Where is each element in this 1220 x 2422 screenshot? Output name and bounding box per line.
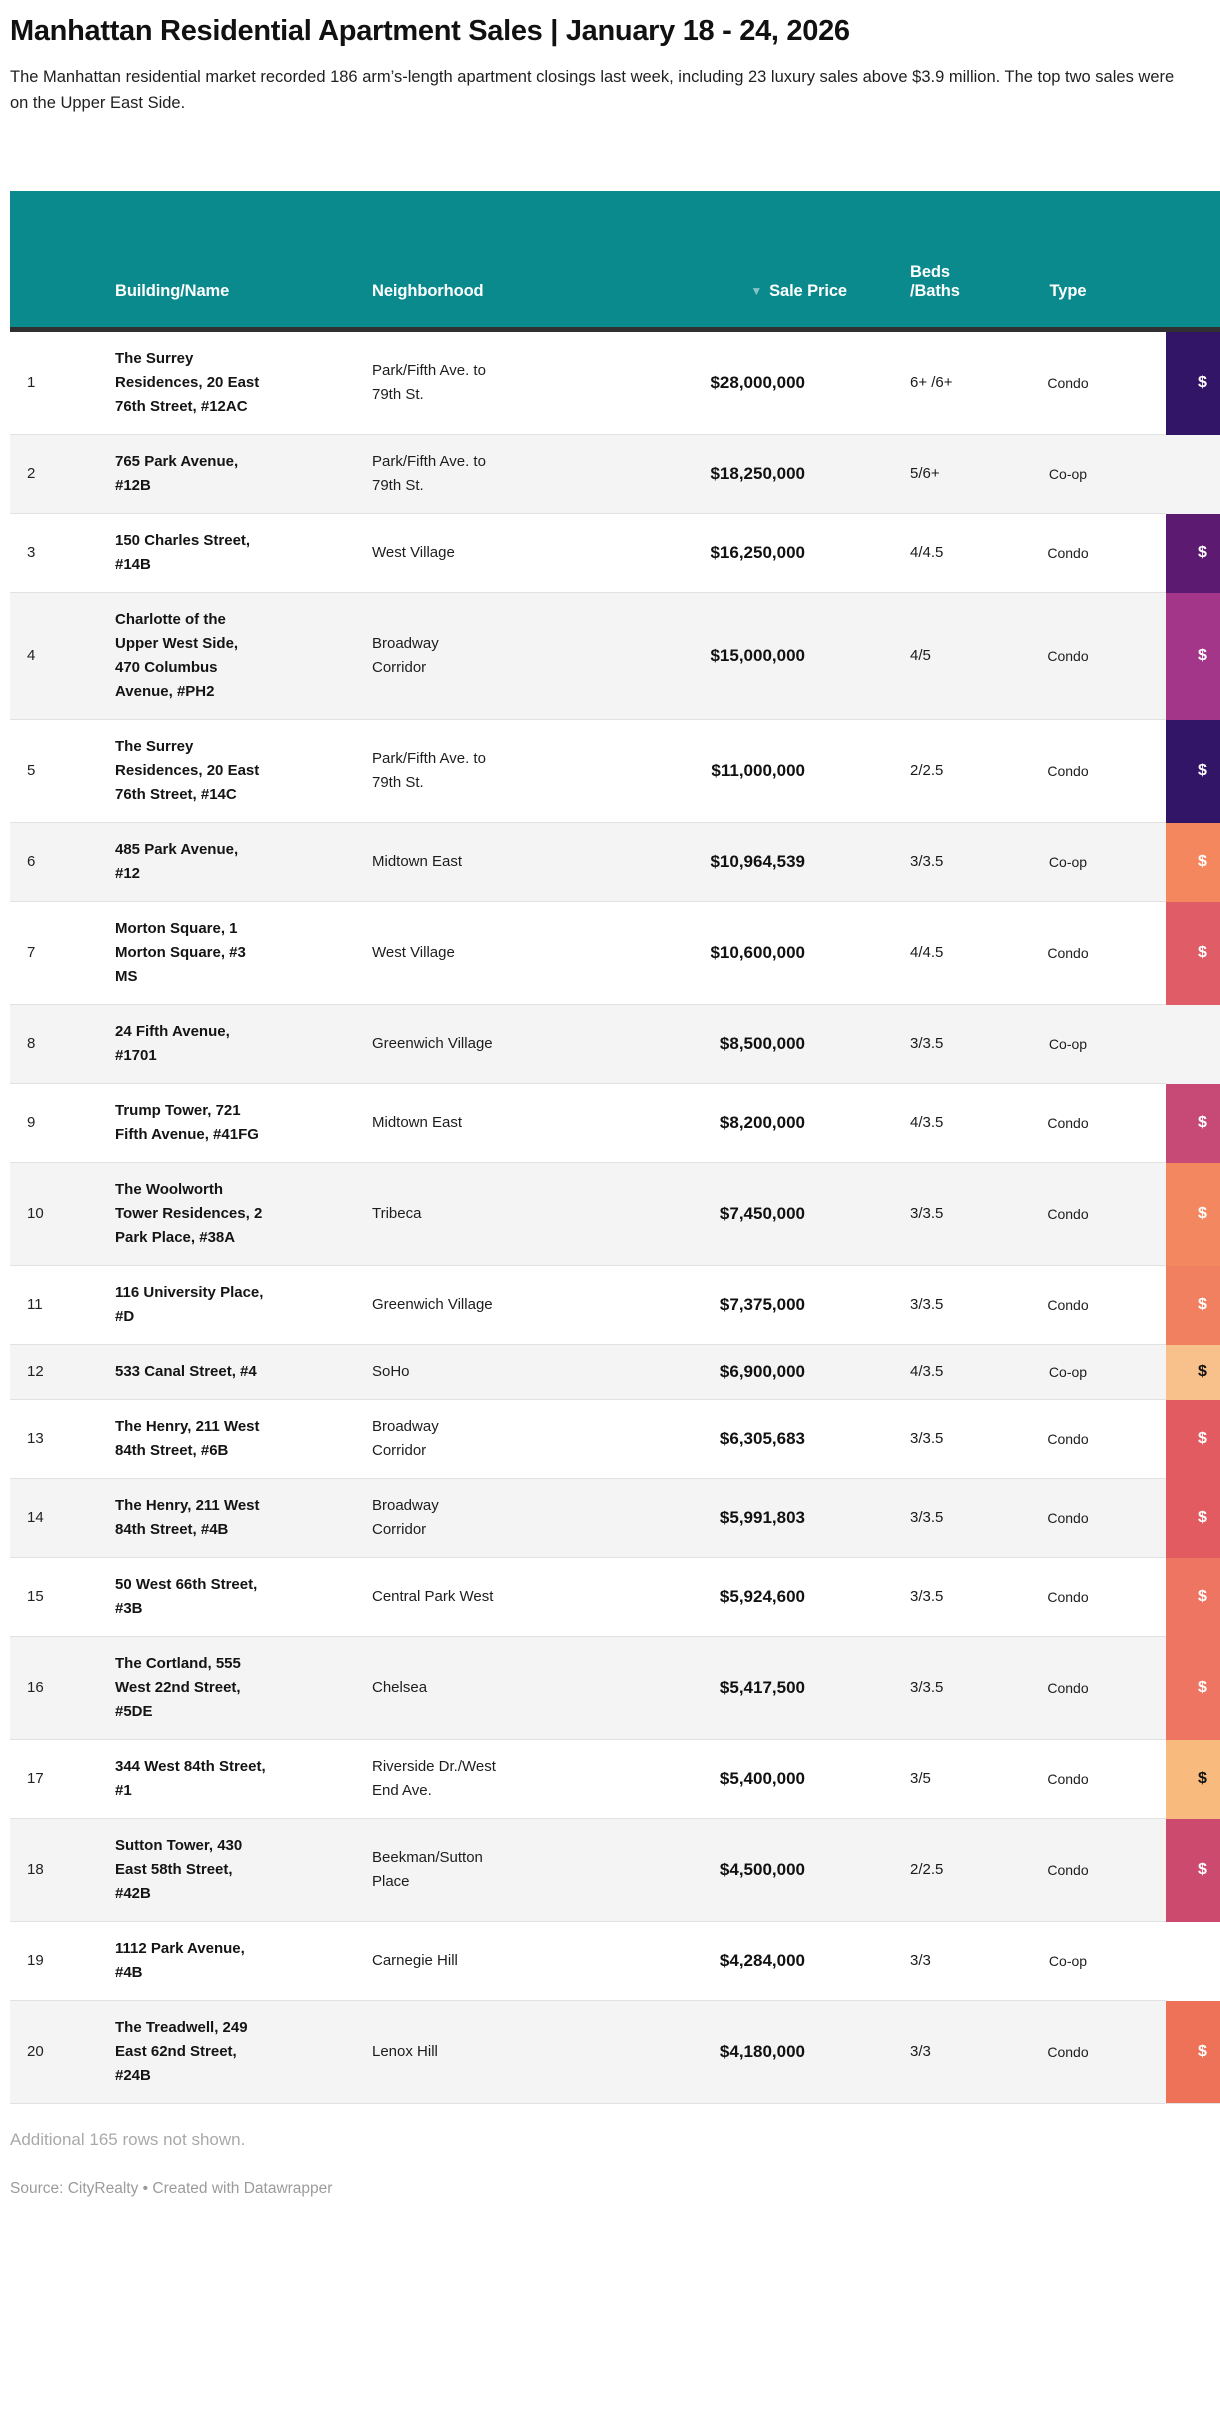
neighborhood: Riverside Dr./West End Ave. xyxy=(372,1740,572,1819)
row-number: 5 xyxy=(10,720,115,823)
unit-type: Condo xyxy=(1010,1740,1166,1819)
unit-type: Co-op xyxy=(1010,1922,1166,2001)
building-name: The Woolworth Tower Residences, 2 Park Place, #38A xyxy=(115,1163,372,1266)
table-row xyxy=(10,1637,1220,1740)
beds-baths: 6+ /6+ xyxy=(910,374,953,391)
page-title: Manhattan Residential Apartment Sales | January 18 - 24, 2026 xyxy=(10,15,850,47)
price-per-sqft-cell xyxy=(1166,330,1220,435)
building-name: The Surrey Residences, 20 East 76th Street, #14C xyxy=(115,720,372,823)
table-row xyxy=(10,593,1220,720)
unit-type: Co-op xyxy=(1010,1345,1166,1400)
table-row xyxy=(10,823,1220,902)
price-per-sqft-cutoff-text: $ xyxy=(1198,544,1207,561)
price-per-sqft-cell xyxy=(1166,1558,1220,1637)
sale-price: $28,000,000 xyxy=(710,373,805,392)
building-name: 116 University Place, #D xyxy=(115,1266,372,1345)
row-number: 11 xyxy=(10,1266,115,1345)
beds-baths: 4/3.5 xyxy=(860,1084,1010,1163)
price-per-sqft-cutoff-text: $ xyxy=(1198,2042,1207,2060)
price-per-sqft-cutoff-text: $ xyxy=(1198,1363,1207,1380)
price-per-sqft-cutoff-text: $ xyxy=(1198,1770,1207,1787)
row-number: 18 xyxy=(10,1819,115,1922)
beds-baths: 3/3.5 xyxy=(860,1558,1010,1637)
neighborhood: Broadway Corridor xyxy=(372,593,572,720)
row-number: 6 xyxy=(10,823,115,902)
unit-type: Condo xyxy=(1010,1558,1166,1637)
price-per-sqft-cutoff-text: $ xyxy=(1198,1296,1207,1313)
row-number: 19 xyxy=(10,1922,115,2001)
beds-baths: 4/5 xyxy=(860,593,1010,720)
neighborhood: Lenox Hill xyxy=(372,2001,572,2104)
neighborhood: Greenwich Village xyxy=(372,1266,572,1345)
unit-type: Condo xyxy=(1010,1084,1166,1163)
price-per-sqft-cell xyxy=(1166,1740,1220,1819)
neighborhood: Midtown East xyxy=(372,823,572,902)
row-number: 4 xyxy=(10,593,115,720)
row-number: 3 xyxy=(10,514,115,593)
neighborhood: Carnegie Hill xyxy=(372,1922,572,2001)
sale-price: $5,924,600 xyxy=(572,1558,860,1637)
price-per-sqft-cell xyxy=(1166,1266,1220,1345)
beds-baths: 3/3.5 xyxy=(860,1005,1010,1084)
price-per-sqft-cell xyxy=(1166,1922,1220,2001)
sale-price: $7,450,000 xyxy=(572,1163,860,1266)
unit-type: Condo xyxy=(1010,2001,1166,2104)
building-name: 533 Canal Street, #4 xyxy=(115,1345,372,1400)
beds-baths: 3/3 xyxy=(860,2001,1010,2104)
table-row xyxy=(10,902,1220,1005)
building-name: The Cortland, 555 West 22nd Street, #5DE xyxy=(115,1637,372,1740)
table-row xyxy=(10,1084,1220,1163)
building-name: The Surrey Residences, 20 East 76th Street, #12AC xyxy=(115,350,260,415)
sale-price: $4,500,000 xyxy=(572,1819,860,1922)
price-per-sqft-cell xyxy=(1166,593,1220,720)
sale-price: $4,284,000 xyxy=(572,1922,860,2001)
table-row xyxy=(10,514,1220,593)
unit-type: Co-op xyxy=(1010,435,1166,514)
row-number: 10 xyxy=(10,1163,115,1266)
price-per-sqft-cell xyxy=(1166,514,1220,593)
building-name: 1112 Park Avenue, #4B xyxy=(115,1922,372,2001)
unit-type: Condo xyxy=(1010,1819,1166,1922)
price-per-sqft-cutoff-text: $ xyxy=(1198,1114,1207,1131)
page-description: The Manhattan residential market recorded 186 arm’s-length apartment closings last week, including 23 luxury sales above $3.9 million. The top two sales were on the Upper East Side. xyxy=(10,68,1175,112)
price-per-sqft-cell xyxy=(1166,1637,1220,1740)
row-number: 12 xyxy=(10,1345,115,1400)
sale-price: $16,250,000 xyxy=(572,514,860,593)
neighborhood: Central Park West xyxy=(372,1558,572,1637)
building-name: The Henry, 211 West 84th Street, #4B xyxy=(115,1479,372,1558)
sale-price: $5,991,803 xyxy=(572,1479,860,1558)
neighborhood: Midtown East xyxy=(372,1084,572,1163)
row-number: 2 xyxy=(10,435,115,514)
building-name: The Henry, 211 West 84th Street, #6B xyxy=(115,1400,372,1479)
neighborhood: Broadway Corridor xyxy=(372,1400,572,1479)
table-row xyxy=(10,1558,1220,1637)
price-per-sqft-cell xyxy=(1166,2001,1220,2104)
price-per-sqft-cutoff-text: $ xyxy=(1198,762,1207,779)
beds-baths: 4/4.5 xyxy=(860,902,1010,1005)
row-number: 1 xyxy=(27,374,36,391)
sale-price: $8,500,000 xyxy=(572,1005,860,1084)
building-name: The Treadwell, 249 East 62nd Street, #24B xyxy=(115,2001,372,2104)
row-number: 7 xyxy=(10,902,115,1005)
table-row xyxy=(10,1479,1220,1558)
unit-type: Condo xyxy=(1010,902,1166,1005)
col-header-type[interactable]: Type xyxy=(1010,191,1166,330)
price-per-sqft-cutoff-text: $ xyxy=(1198,1205,1207,1222)
price-per-sqft-cutoff-text: $ xyxy=(1198,853,1207,870)
table-row xyxy=(10,1740,1220,1819)
col-header-building[interactable]: Building/Name xyxy=(115,191,372,330)
table-body xyxy=(10,330,1220,2104)
row-number: 20 xyxy=(10,2001,115,2104)
beds-baths: 2/2.5 xyxy=(860,1819,1010,1922)
beds-baths: 3/3.5 xyxy=(860,1479,1010,1558)
table-row xyxy=(10,1400,1220,1479)
rows-not-shown-note: Additional 165 rows not shown. xyxy=(10,2130,246,2149)
neighborhood: SoHo xyxy=(372,1345,572,1400)
price-per-sqft-cell xyxy=(1166,1084,1220,1163)
building-name: 485 Park Avenue, #12 xyxy=(115,823,372,902)
unit-type: Co-op xyxy=(1010,1005,1166,1084)
price-per-sqft-cutoff-text: $ xyxy=(1198,1679,1207,1696)
table-row xyxy=(10,1819,1220,1922)
price-per-sqft-cutoff-text: $ xyxy=(1198,944,1207,961)
building-name: 765 Park Avenue, #12B xyxy=(115,435,372,514)
building-name: Morton Square, 1 Morton Square, #3 MS xyxy=(115,902,372,1005)
row-number: 8 xyxy=(10,1005,115,1084)
col-header-sale-price-label: Sale Price xyxy=(769,282,847,300)
col-header-price-per-sqft-cutoff xyxy=(1166,191,1220,330)
table-row xyxy=(10,1005,1220,1084)
unit-type: Condo xyxy=(1010,514,1166,593)
price-per-sqft-cell xyxy=(1166,435,1220,514)
price-per-sqft-cell xyxy=(1166,1005,1220,1084)
beds-baths: 3/3.5 xyxy=(860,1266,1010,1345)
building-name: 24 Fifth Avenue, #1701 xyxy=(115,1005,372,1084)
price-per-sqft-cutoff-text: $ xyxy=(1198,374,1207,392)
price-per-sqft-cutoff-text: $ xyxy=(1198,1588,1207,1605)
unit-type: Condo xyxy=(1010,1479,1166,1558)
price-per-sqft-cell xyxy=(1166,1479,1220,1558)
building-name: 50 West 66th Street, #3B xyxy=(115,1558,372,1637)
unit-type: Condo xyxy=(1010,593,1166,720)
unit-type: Co-op xyxy=(1010,823,1166,902)
price-per-sqft-cell xyxy=(1166,1400,1220,1479)
table-header-row xyxy=(10,191,1220,330)
sale-price: $7,375,000 xyxy=(572,1266,860,1345)
table-row xyxy=(10,2001,1220,2104)
price-per-sqft-cell xyxy=(1166,1345,1220,1400)
table-row xyxy=(10,435,1220,514)
price-per-sqft-cutoff-text: $ xyxy=(1198,1509,1207,1526)
neighborhood: Broadway Corridor xyxy=(372,1479,572,1558)
row-number: 14 xyxy=(10,1479,115,1558)
neighborhood: Greenwich Village xyxy=(372,1005,572,1084)
sale-price: $4,180,000 xyxy=(572,2001,860,2104)
row-number: 9 xyxy=(10,1084,115,1163)
sale-price: $18,250,000 xyxy=(572,435,860,514)
neighborhood: Park/Fifth Ave. to 79th St. xyxy=(372,720,572,823)
table-header xyxy=(10,191,1220,330)
col-header-neighborhood[interactable]: Neighborhood xyxy=(372,191,572,330)
price-per-sqft-cell xyxy=(1166,902,1220,1005)
beds-baths: 2/2.5 xyxy=(860,720,1010,823)
table-row xyxy=(10,1922,1220,2001)
row-number: 15 xyxy=(10,1558,115,1637)
price-per-sqft-cutoff-text: $ xyxy=(1198,1861,1207,1878)
sales-table xyxy=(10,191,1220,2104)
table-row xyxy=(10,330,1220,435)
neighborhood: West Village xyxy=(372,902,572,1005)
source-attribution: Source: CityRealty • Created with Datawrapper xyxy=(10,2180,333,2197)
beds-baths: 3/3.5 xyxy=(860,1163,1010,1266)
beds-baths: 3/3.5 xyxy=(860,1400,1010,1479)
beds-baths: 5/6+ xyxy=(860,435,1010,514)
building-name: Trump Tower, 721 Fifth Avenue, #41FG xyxy=(115,1084,372,1163)
table-row xyxy=(10,720,1220,823)
beds-baths: 3/3 xyxy=(860,1922,1010,2001)
col-header-sale-price[interactable] xyxy=(572,191,860,330)
table-row xyxy=(10,1266,1220,1345)
neighborhood: Beekman/Sutton Place xyxy=(372,1819,572,1922)
sale-price: $11,000,000 xyxy=(572,720,860,823)
building-name: 150 Charles Street, #14B xyxy=(115,514,372,593)
beds-baths: 3/5 xyxy=(860,1740,1010,1819)
beds-baths: 3/3.5 xyxy=(860,1637,1010,1740)
unit-type: Condo xyxy=(1010,1637,1166,1740)
price-per-sqft-cell xyxy=(1166,720,1220,823)
col-header-beds-baths[interactable]: Beds /Baths xyxy=(860,191,1010,330)
col-header-rank xyxy=(10,191,115,330)
price-per-sqft-cell xyxy=(1166,1163,1220,1266)
price-per-sqft-cutoff-text: $ xyxy=(1198,647,1207,664)
building-name: Charlotte of the Upper West Side, 470 Columbus Avenue, #PH2 xyxy=(115,593,372,720)
sale-price: $5,400,000 xyxy=(572,1740,860,1819)
row-number: 16 xyxy=(10,1637,115,1740)
sale-price: $6,900,000 xyxy=(572,1345,860,1400)
neighborhood: West Village xyxy=(372,514,572,593)
row-number: 13 xyxy=(10,1400,115,1479)
beds-baths: 4/3.5 xyxy=(860,1345,1010,1400)
sale-price: $6,305,683 xyxy=(572,1400,860,1479)
sale-price: $10,600,000 xyxy=(572,902,860,1005)
table-row xyxy=(10,1163,1220,1266)
beds-baths: 4/4.5 xyxy=(860,514,1010,593)
sale-price: $5,417,500 xyxy=(572,1637,860,1740)
neighborhood: Chelsea xyxy=(372,1637,572,1740)
neighborhood: Tribeca xyxy=(372,1163,572,1266)
unit-type: Condo xyxy=(1010,1163,1166,1266)
unit-type: Condo xyxy=(1010,720,1166,823)
beds-baths: 3/3.5 xyxy=(860,823,1010,902)
row-number: 17 xyxy=(10,1740,115,1819)
unit-type: Condo xyxy=(1010,1266,1166,1345)
sale-price: $10,964,539 xyxy=(572,823,860,902)
sale-price: $15,000,000 xyxy=(572,593,860,720)
price-per-sqft-cell xyxy=(1166,823,1220,902)
neighborhood: Park/Fifth Ave. to 79th St. xyxy=(372,362,486,403)
unit-type: Condo xyxy=(1047,375,1089,391)
neighborhood: Park/Fifth Ave. to 79th St. xyxy=(372,435,572,514)
sale-price: $8,200,000 xyxy=(572,1084,860,1163)
building-name: Sutton Tower, 430 East 58th Street, #42B xyxy=(115,1819,372,1922)
table-row xyxy=(10,1345,1220,1400)
sort-descending-icon: ▼ xyxy=(750,284,763,298)
building-name: 344 West 84th Street, #1 xyxy=(115,1740,372,1819)
price-per-sqft-cutoff-text: $ xyxy=(1198,1430,1207,1447)
unit-type: Condo xyxy=(1010,1400,1166,1479)
price-per-sqft-cell xyxy=(1166,1819,1220,1922)
